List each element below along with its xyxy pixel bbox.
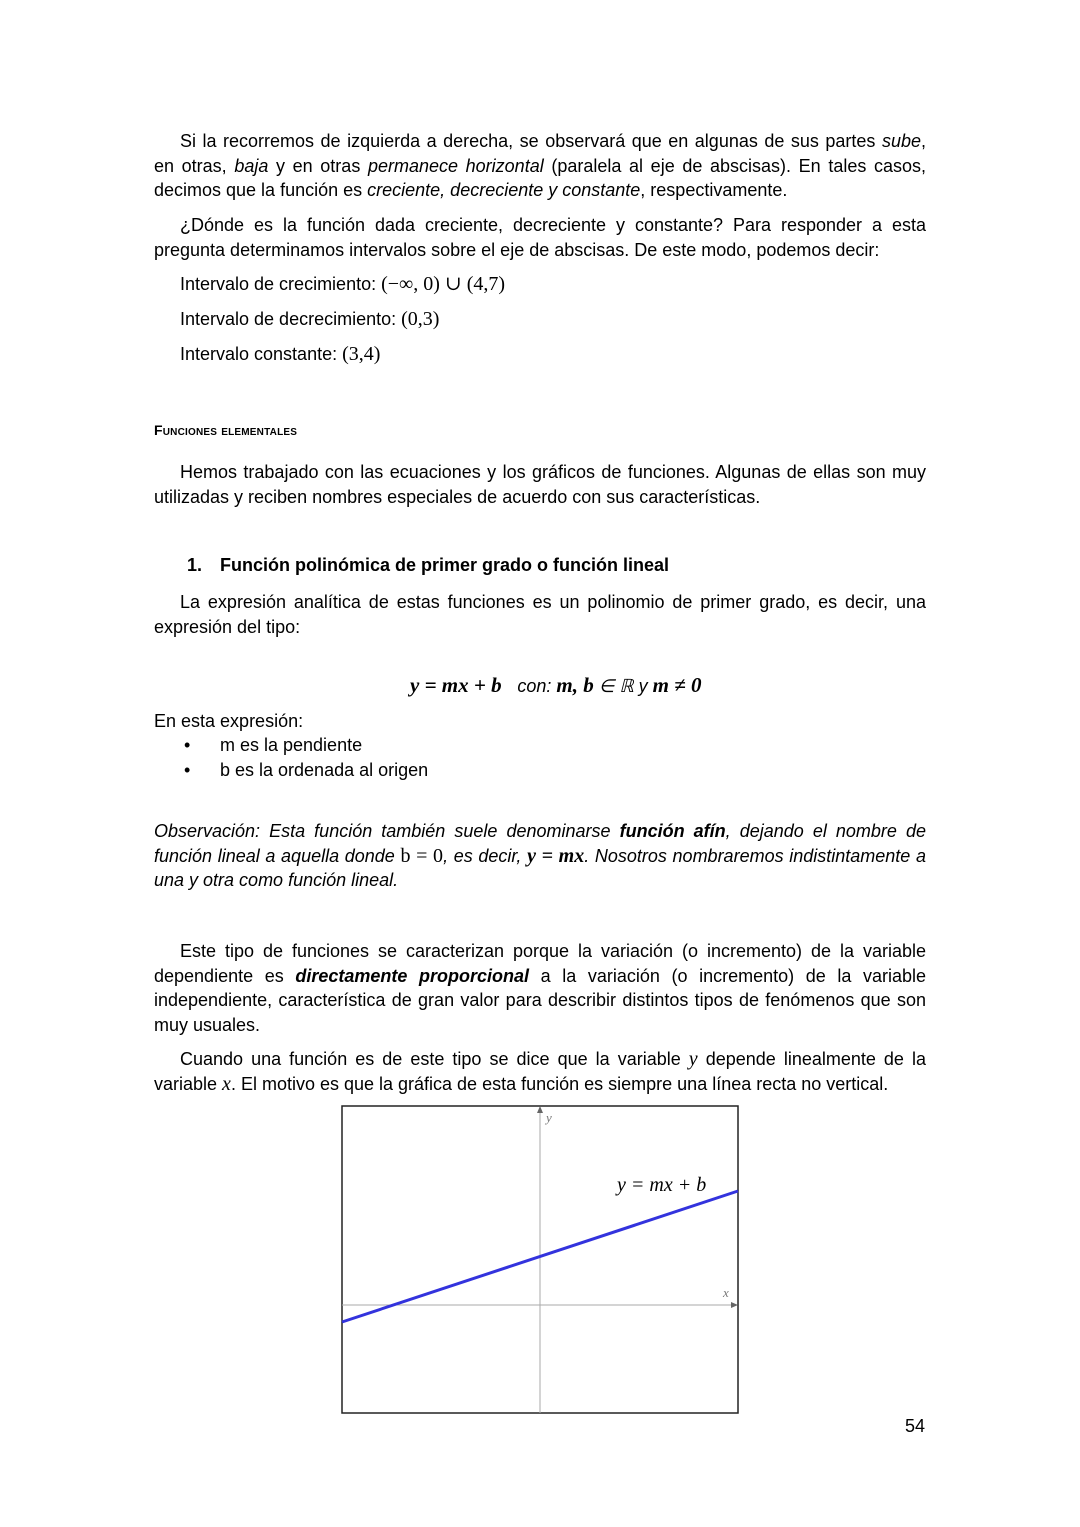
- linear-formula: y = mx + b con: m, b ∈ ℝ y m ≠ 0: [410, 673, 702, 697]
- line-label: y = mx + b: [617, 1174, 707, 1196]
- paragraph-linear-dependence: Cuando una función es de este tipo se dice que la variable y depende linealmente de la variable x. El motivo es que la gráfica de esta función es siempre una línea recta no vertical.: [154, 1048, 926, 1095]
- interval-increasing: Intervalo de crecimiento: (−∞, 0) ∪ (4,7): [180, 273, 506, 295]
- observation-note: Observación: Esta función también suele denominarse función afín, dejando el nombre de función lineal a aquella donde b = 0, es decir, y = mx. Nosotros nombraremos indistintamente a una y otra como función lineal.: [154, 821, 926, 890]
- bullet-slope: m es la pendiente: [220, 735, 363, 755]
- section-heading: Funciones elementales: [154, 422, 298, 438]
- expression-intro: En esta expresión:: [154, 711, 304, 731]
- page-number: 54: [905, 1416, 926, 1436]
- subheading-title: Función polinómica de primer grado o función lineal: [220, 555, 670, 575]
- interval-decreasing: Intervalo de decrecimiento: (0,3): [180, 308, 440, 330]
- paragraph-expression: La expresión analítica de estas funciones es un polinomio de primer grado, es decir, una expresión del tipo:: [154, 592, 926, 637]
- paragraph-question: ¿Dónde es la función dada creciente, decreciente y constante? Para responder a esta pregunta determinamos intervalos sobre el eje de abscisas. De este modo, podemos decir:: [154, 215, 926, 260]
- subheading-number: 1.: [187, 555, 203, 575]
- x-axis-label: x: [723, 1285, 729, 1300]
- bullet-icon: •: [184, 760, 191, 780]
- bullet-icon: •: [184, 735, 191, 755]
- bullet-intercept: b es la ordenada al origen: [220, 760, 429, 780]
- linear-function-graph: [341, 1105, 739, 1414]
- paragraph-elementary-intro: Hemos trabajado con las ecuaciones y los gráficos de funciones. Algunas de ellas son muy utilizadas y reciben nombres especiales de acuerdo con sus características.: [154, 462, 926, 507]
- paragraph-monotonicity: Si la recorremos de izquierda a derecha, se observará que en algunas de sus partes sube, en otras, baja y en otras permanece horizontal (paralela al eje de abscisas). En tales casos, decimos que la función es creciente, decreciente y constante, respectivamente.: [154, 131, 927, 200]
- paragraph-proportional: Este tipo de funciones se caracterizan porque la variación (o incremento) de la variable dependiente es directamente proporcional a la variación (o incremento) de la variable independiente, característica de gran valor para describir distintos tipos de fenómenos que son muy usuales.: [154, 941, 926, 1035]
- interval-constant: Intervalo constante: (3,4): [180, 343, 381, 365]
- y-axis-label: y: [546, 1110, 552, 1125]
